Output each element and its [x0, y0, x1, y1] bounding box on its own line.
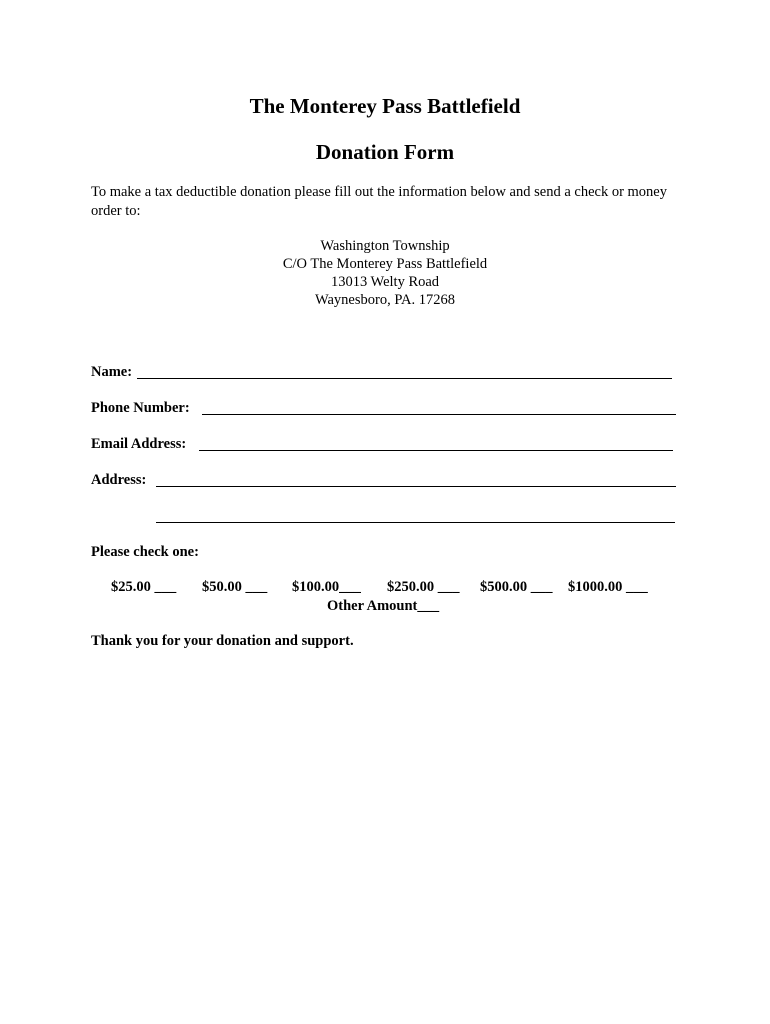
- closing-text: Thank you for your donation and support.: [91, 633, 354, 649]
- name-field-line[interactable]: [137, 378, 672, 379]
- amount-option-other[interactable]: Other Amount___: [327, 598, 440, 614]
- amount-option-500[interactable]: $500.00 ___: [480, 579, 553, 595]
- address-field-line-2[interactable]: [156, 522, 675, 523]
- phone-field-line[interactable]: [202, 414, 676, 415]
- phone-label: Phone Number:: [91, 400, 190, 416]
- amount-option-25[interactable]: $25.00 ___: [111, 579, 177, 595]
- amount-option-250[interactable]: $250.00 ___: [387, 579, 460, 595]
- check-prompt: Please check one:: [91, 544, 199, 560]
- document-subtitle: Donation Form: [315, 140, 455, 164]
- mailing-address-line: Washington Township: [320, 238, 450, 254]
- mailing-address-line: C/O The Monterey Pass Battlefield: [282, 256, 488, 272]
- intro-text: To make a tax deductible donation please fill out the information below and send a check or money order to:: [91, 184, 667, 219]
- name-label: Name:: [91, 364, 133, 380]
- email-label: Email Address:: [91, 436, 187, 452]
- document-title: The Monterey Pass Battlefield: [249, 94, 521, 118]
- mailing-address-line: 13013 Welty Road: [330, 274, 440, 290]
- email-field-line[interactable]: [199, 450, 673, 451]
- amount-option-100[interactable]: $100.00___: [292, 579, 361, 595]
- address-label: Address:: [91, 472, 147, 488]
- address-field-line-1[interactable]: [156, 486, 676, 487]
- mailing-address: [0, 237, 770, 309]
- amount-option-50[interactable]: $50.00 ___: [202, 579, 268, 595]
- amount-option-1000[interactable]: $1000.00 ___: [568, 579, 648, 595]
- mailing-address-line: Waynesboro, PA. 17268: [314, 292, 456, 308]
